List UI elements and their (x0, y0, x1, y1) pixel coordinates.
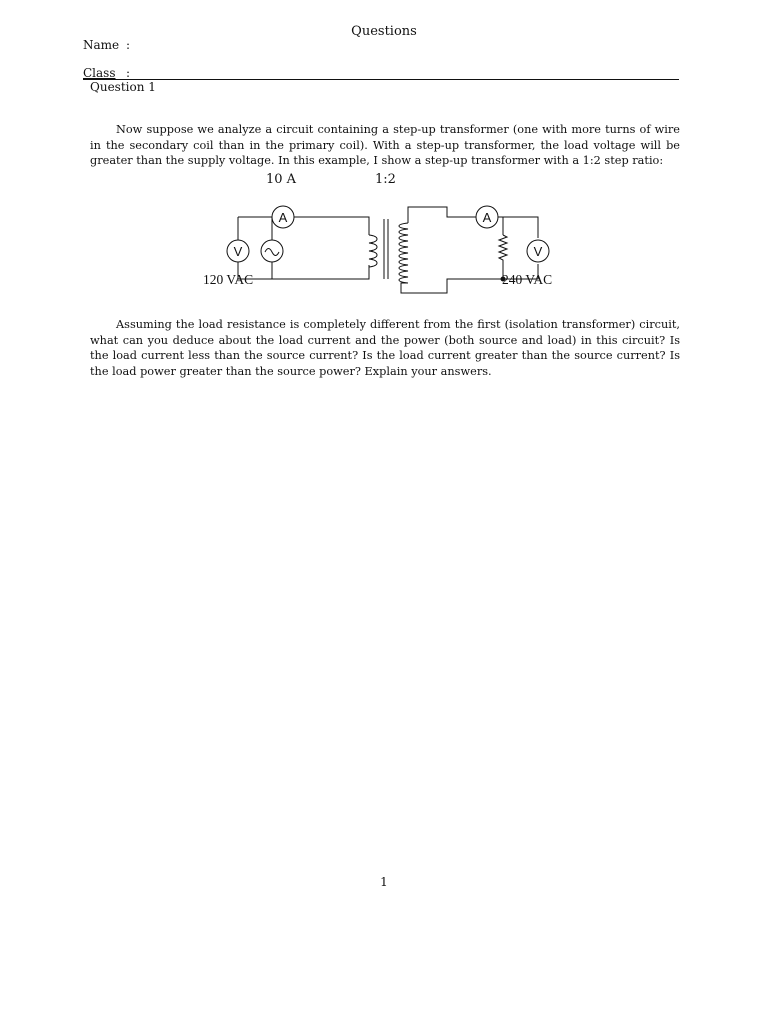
transformer-core (384, 219, 388, 279)
secondary-ammeter (476, 206, 498, 228)
primary-ammeter-symbol: A (278, 210, 288, 225)
source-voltmeter-symbol: V (233, 244, 243, 259)
question-paragraph-1: Now suppose we analyze a circuit containing a step-up transformer (one with more turns of wire in the secondary coil than in the primary coil). With a step-up transformer, the load voltage will be greater than the supply voltage. In this example, I show a step-up transformer with a 1:2 step ratio: (90, 123, 680, 167)
question-heading: Question 1 (90, 80, 156, 94)
primary-circuit-wires (238, 217, 369, 279)
secondary-coil (399, 223, 408, 283)
load-voltmeter (527, 240, 549, 262)
name-label: Name (83, 38, 120, 52)
page-number: 1 (380, 875, 388, 889)
document-title: Questions (351, 24, 417, 39)
primary-ammeter (272, 206, 294, 228)
ac-source-icon (261, 240, 283, 262)
source-current-label: 10 A (266, 172, 297, 187)
primary-coil (369, 235, 377, 267)
class-underline (83, 79, 679, 80)
source-voltmeter (227, 240, 249, 262)
source-voltage-label: 120 VAC (203, 272, 254, 287)
class-label: Class (83, 66, 116, 80)
load-voltmeter-symbol: V (533, 244, 543, 259)
question-paragraph-2: Assuming the load resistance is completely different from the first (isolation transformer) circuit, what can you deduce about the load current and the power (both source and load) in this circuit? Is the load current less than the source current? Is the load current greater than the source current? Is the load power greater than the source power? Explain your answers. (90, 318, 680, 378)
load-resistor (499, 235, 507, 265)
turns-ratio-label: 1:2 (375, 172, 396, 187)
secondary-ammeter-symbol: A (482, 210, 492, 225)
class-colon: : (126, 66, 131, 80)
load-voltage-label: 240 VAC (502, 272, 553, 287)
transformer-circuit-diagram (195, 195, 575, 300)
name-colon: : (126, 38, 131, 52)
